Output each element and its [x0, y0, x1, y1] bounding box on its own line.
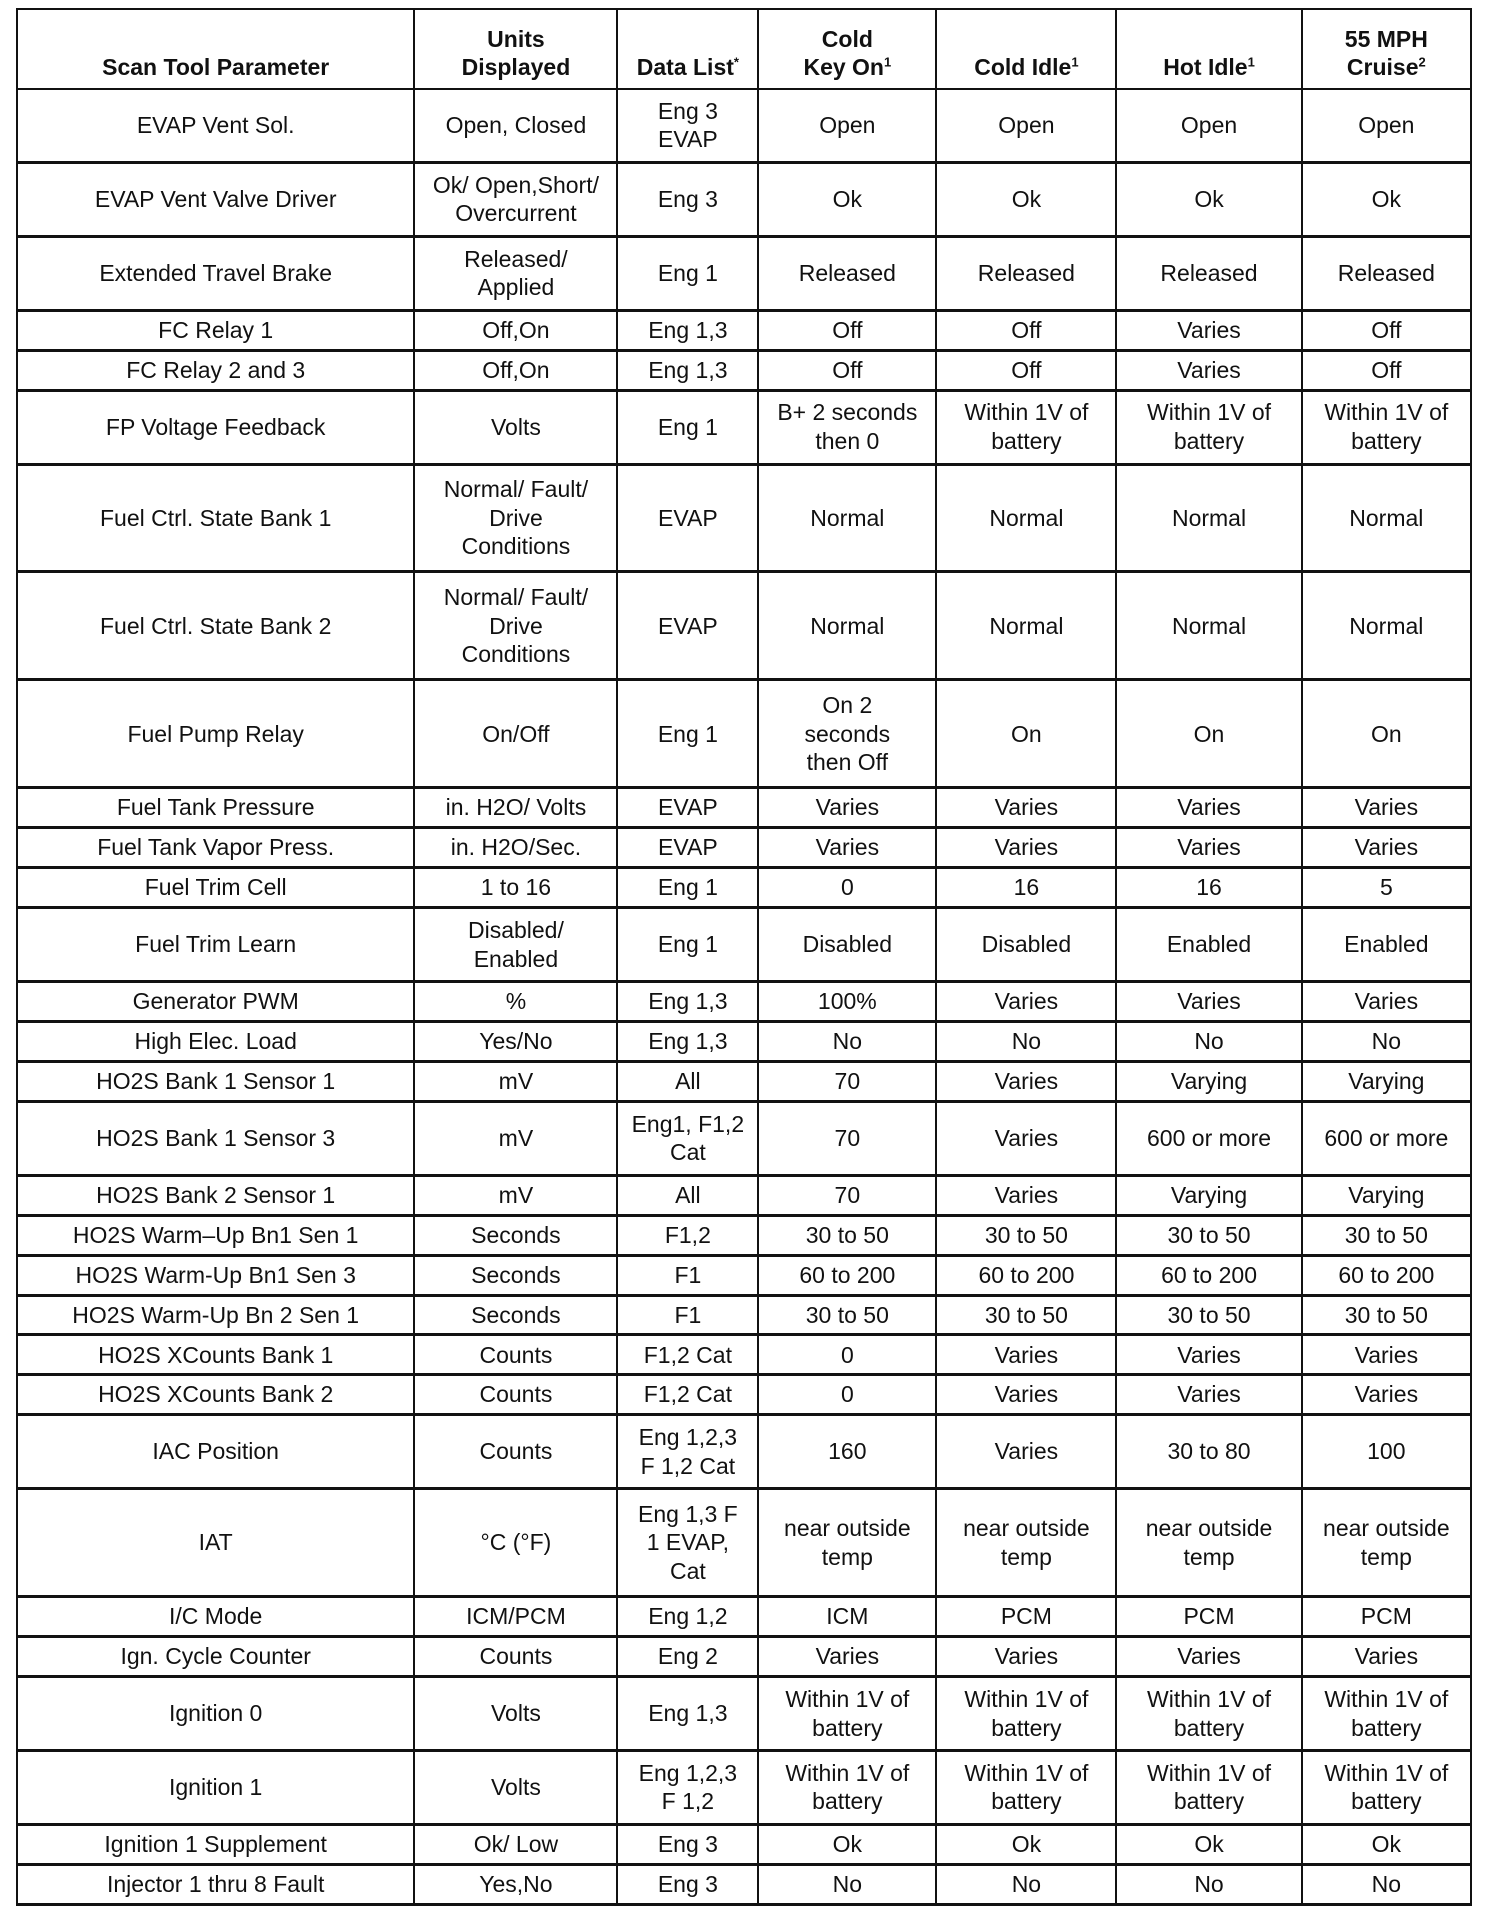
column-header	[1302, 9, 1471, 89]
table-cell: All	[617, 1061, 758, 1101]
column-header	[1116, 9, 1301, 89]
table-cell: Within 1V of battery	[1116, 1677, 1301, 1751]
table-cell: Varies	[1116, 1637, 1301, 1677]
table-row	[17, 1750, 1471, 1824]
table-cell: mV	[414, 1061, 617, 1101]
parameter-name-cell: HO2S XCounts Bank 2	[17, 1375, 414, 1415]
table-cell: Varies	[1116, 1335, 1301, 1375]
table-cell: Varies	[1302, 788, 1471, 828]
table-cell: No	[1302, 1021, 1471, 1061]
table-cell: 60 to 200	[1302, 1255, 1471, 1295]
table-cell: Eng 2	[617, 1637, 758, 1677]
table-cell: 0	[758, 868, 936, 908]
table-cell: Varies	[1302, 982, 1471, 1022]
table-cell: Within 1V of battery	[758, 1750, 936, 1824]
table-cell: Open	[936, 89, 1116, 162]
table-cell: Eng 3	[617, 1864, 758, 1904]
parameter-name-cell: Ignition 1 Supplement	[17, 1824, 414, 1864]
column-header	[414, 9, 617, 89]
table-cell: Varies	[1302, 828, 1471, 868]
table-cell: Varies	[1116, 982, 1301, 1022]
table-cell: 70	[758, 1061, 936, 1101]
table-cell: Normal	[1302, 572, 1471, 680]
table-cell: 0	[758, 1375, 936, 1415]
table-cell: Eng 1,3	[617, 1677, 758, 1751]
parameter-name-cell: HO2S XCounts Bank 1	[17, 1335, 414, 1375]
table-cell: 100%	[758, 982, 936, 1022]
table-cell: Varies	[1302, 1637, 1471, 1677]
parameter-name-cell: IAT	[17, 1489, 414, 1597]
table-row	[17, 1677, 1471, 1751]
column-header-label: Cold Idle	[974, 54, 1072, 81]
table-cell: On	[1302, 680, 1471, 788]
table-cell: Eng 1,3 F 1 EVAP, Cat	[617, 1489, 758, 1597]
column-header-footnote-mark: 2	[1418, 54, 1426, 70]
parameter-name-cell: Fuel Trim Learn	[17, 908, 414, 982]
table-cell: Eng 1	[617, 236, 758, 310]
column-header-footnote-mark: 1	[1071, 54, 1079, 70]
table-cell: mV	[414, 1175, 617, 1215]
table-cell: Ok	[1302, 1824, 1471, 1864]
table-row	[17, 680, 1471, 788]
table-cell: F1	[617, 1295, 758, 1335]
table-cell: Ok	[936, 162, 1116, 236]
parameter-name-cell: Ignition 1	[17, 1750, 414, 1824]
table-row	[17, 1864, 1471, 1904]
table-row	[17, 1824, 1471, 1864]
table-cell: Varies	[1116, 350, 1301, 390]
table-cell: Released	[758, 236, 936, 310]
table-cell: 30 to 50	[758, 1295, 936, 1335]
table-cell: B+ 2 seconds then 0	[758, 390, 936, 464]
table-cell: Counts	[414, 1375, 617, 1415]
table-cell: EVAP	[617, 464, 758, 572]
table-cell: 5	[1302, 868, 1471, 908]
table-cell: Eng 1	[617, 390, 758, 464]
table-header	[17, 9, 1471, 89]
table-cell: Off	[936, 350, 1116, 390]
column-header	[17, 9, 414, 89]
table-cell: Varies	[936, 1637, 1116, 1677]
table-cell: Varying	[1116, 1175, 1301, 1215]
table-cell: Released	[1116, 236, 1301, 310]
table-cell: Eng1, F1,2 Cat	[617, 1101, 758, 1175]
table-cell: Normal	[936, 572, 1116, 680]
column-header-label: 55 MPH Cruise	[1344, 25, 1428, 81]
table-cell: Open	[758, 89, 936, 162]
table-cell: Released	[936, 236, 1116, 310]
parameter-name-cell: FC Relay 1	[17, 310, 414, 350]
table-row	[17, 390, 1471, 464]
table-cell: F1	[617, 1255, 758, 1295]
table-cell: 60 to 200	[1116, 1255, 1301, 1295]
table-cell: 70	[758, 1101, 936, 1175]
table-cell: Varies	[1116, 1375, 1301, 1415]
table-cell: Open	[1116, 89, 1301, 162]
table-cell: Open, Closed	[414, 89, 617, 162]
table-cell: 30 to 50	[758, 1215, 936, 1255]
table-cell: No	[1116, 1021, 1301, 1061]
table-cell: 30 to 50	[1116, 1215, 1301, 1255]
column-header-label: Hot Idle	[1163, 54, 1248, 81]
parameter-name-cell: HO2S Bank 1 Sensor 3	[17, 1101, 414, 1175]
table-cell: Varies	[936, 1375, 1116, 1415]
table-cell: 60 to 200	[936, 1255, 1116, 1295]
table-row	[17, 1101, 1471, 1175]
table-cell: 0	[758, 1335, 936, 1375]
table-cell: Eng 3	[617, 162, 758, 236]
parameter-name-cell: Fuel Tank Pressure	[17, 788, 414, 828]
column-header	[936, 9, 1116, 89]
table-cell: Eng 1,2,3 F 1,2	[617, 1750, 758, 1824]
table-row	[17, 1061, 1471, 1101]
table-cell: Eng 1,2	[617, 1597, 758, 1637]
table-cell: Eng 1,3	[617, 310, 758, 350]
parameter-name-cell: EVAP Vent Sol.	[17, 89, 414, 162]
column-header-footnote-mark: *	[733, 54, 739, 70]
table-cell: Within 1V of battery	[758, 1677, 936, 1751]
table-cell: Seconds	[414, 1255, 617, 1295]
table-cell: Off	[936, 310, 1116, 350]
table-cell: 70	[758, 1175, 936, 1215]
table-row	[17, 572, 1471, 680]
table-cell: On	[1116, 680, 1301, 788]
table-cell: near outside temp	[1116, 1489, 1301, 1597]
table-row	[17, 982, 1471, 1022]
parameter-name-cell: Ignition 0	[17, 1677, 414, 1751]
table-cell: EVAP	[617, 572, 758, 680]
table-row	[17, 350, 1471, 390]
parameter-name-cell: Ign. Cycle Counter	[17, 1637, 414, 1677]
column-header-footnote-mark: 1	[883, 54, 892, 70]
table-cell: Enabled	[1302, 908, 1471, 982]
column-header-label: Units Displayed	[461, 25, 571, 81]
table-cell: Varying	[1302, 1175, 1471, 1215]
table-cell: Ok	[1116, 162, 1301, 236]
table-cell: Ok	[1116, 1824, 1301, 1864]
table-cell: Normal/ Fault/ Drive Conditions	[414, 572, 617, 680]
table-cell: Varies	[936, 828, 1116, 868]
table-cell: near outside temp	[758, 1489, 936, 1597]
table-cell: Within 1V of battery	[1116, 1750, 1301, 1824]
table-cell: 160	[758, 1415, 936, 1489]
table-cell: Varies	[1116, 788, 1301, 828]
table-row	[17, 1255, 1471, 1295]
table-cell: No	[758, 1864, 936, 1904]
table-row	[17, 1375, 1471, 1415]
table-cell: Off,On	[414, 310, 617, 350]
table-row	[17, 1215, 1471, 1255]
table-cell: Varies	[936, 1101, 1116, 1175]
column-header	[758, 9, 936, 89]
table-cell: Released/ Applied	[414, 236, 617, 310]
table-cell: Eng 1,3	[617, 1021, 758, 1061]
table-row	[17, 89, 1471, 162]
table-cell: in. H2O/Sec.	[414, 828, 617, 868]
table-body	[17, 89, 1471, 1905]
table-cell: Normal/ Fault/ Drive Conditions	[414, 464, 617, 572]
table-cell: Disabled	[936, 908, 1116, 982]
table-cell: Normal	[1302, 464, 1471, 572]
table-cell: Eng 1,3	[617, 982, 758, 1022]
table-cell: Varies	[936, 1175, 1116, 1215]
table-cell: Within 1V of battery	[1302, 1750, 1471, 1824]
parameter-name-cell: EVAP Vent Valve Driver	[17, 162, 414, 236]
table-cell: Varies	[936, 1415, 1116, 1489]
parameter-name-cell: HO2S Bank 1 Sensor 1	[17, 1061, 414, 1101]
parameter-name-cell: IAC Position	[17, 1415, 414, 1489]
table-row	[17, 1489, 1471, 1597]
table-cell: Eng 1	[617, 680, 758, 788]
parameter-name-cell: Fuel Trim Cell	[17, 868, 414, 908]
table-cell: Within 1V of battery	[1302, 1677, 1471, 1751]
table-cell: Normal	[1116, 572, 1301, 680]
table-cell: 1 to 16	[414, 868, 617, 908]
table-cell: Seconds	[414, 1215, 617, 1255]
table-cell: Within 1V of battery	[1116, 390, 1301, 464]
table-cell: Released	[1302, 236, 1471, 310]
scan-tool-data-sheet	[16, 8, 1472, 1906]
table-cell: 30 to 50	[1302, 1295, 1471, 1335]
table-cell: F1,2 Cat	[617, 1375, 758, 1415]
table-cell: Varies	[1302, 1375, 1471, 1415]
table-cell: Counts	[414, 1415, 617, 1489]
table-cell: Disabled/ Enabled	[414, 908, 617, 982]
table-cell: Ok	[758, 1824, 936, 1864]
table-cell: 30 to 50	[1302, 1215, 1471, 1255]
table-cell: °C (°F)	[414, 1489, 617, 1597]
table-cell: 16	[936, 868, 1116, 908]
table-cell: On	[936, 680, 1116, 788]
table-cell: in. H2O/ Volts	[414, 788, 617, 828]
table-cell: No	[758, 1021, 936, 1061]
table-cell: Enabled	[1116, 908, 1301, 982]
table-cell: ICM/PCM	[414, 1597, 617, 1637]
column-header-label: Cold Key On	[803, 25, 884, 81]
table-cell: 60 to 200	[758, 1255, 936, 1295]
parameter-name-cell: HO2S Warm-Up Bn 2 Sen 1	[17, 1295, 414, 1335]
table-cell: ICM	[758, 1597, 936, 1637]
table-cell: Normal	[1116, 464, 1301, 572]
table-row	[17, 464, 1471, 572]
table-cell: PCM	[936, 1597, 1116, 1637]
table-cell: Normal	[936, 464, 1116, 572]
table-cell: Eng 1	[617, 908, 758, 982]
table-cell: F1,2	[617, 1215, 758, 1255]
column-header-label: Scan Tool Parameter	[102, 54, 330, 81]
table-cell: Seconds	[414, 1295, 617, 1335]
table-cell: 30 to 50	[936, 1215, 1116, 1255]
table-cell: Counts	[414, 1637, 617, 1677]
table-row	[17, 1415, 1471, 1489]
parameter-name-cell: Fuel Tank Vapor Press.	[17, 828, 414, 868]
table-row	[17, 1335, 1471, 1375]
table-row	[17, 1021, 1471, 1061]
table-cell: Varies	[936, 982, 1116, 1022]
table-cell: %	[414, 982, 617, 1022]
parameter-name-cell: Extended Travel Brake	[17, 236, 414, 310]
table-cell: 16	[1116, 868, 1301, 908]
parameter-name-cell: HO2S Warm–Up Bn1 Sen 1	[17, 1215, 414, 1255]
table-cell: Varies	[936, 1335, 1116, 1375]
table-row	[17, 310, 1471, 350]
table-cell: Varying	[1116, 1061, 1301, 1101]
table-cell: Off,On	[414, 350, 617, 390]
table-cell: 30 to 50	[1116, 1295, 1301, 1335]
table-cell: Ok/ Low	[414, 1824, 617, 1864]
table-cell: EVAP	[617, 788, 758, 828]
parameter-name-cell: Injector 1 thru 8 Fault	[17, 1864, 414, 1904]
table-row	[17, 828, 1471, 868]
table-cell: F1,2 Cat	[617, 1335, 758, 1375]
table-cell: PCM	[1116, 1597, 1301, 1637]
table-cell: near outside temp	[1302, 1489, 1471, 1597]
table-cell: Ok/ Open,Short/ Overcurrent	[414, 162, 617, 236]
table-cell: EVAP	[617, 828, 758, 868]
table-cell: Within 1V of battery	[1302, 390, 1471, 464]
table-cell: On 2 seconds then Off	[758, 680, 936, 788]
table-cell: 100	[1302, 1415, 1471, 1489]
table-cell: Eng 3 EVAP	[617, 89, 758, 162]
parameter-name-cell: Fuel Pump Relay	[17, 680, 414, 788]
table-cell: Varies	[758, 828, 936, 868]
table-cell: Eng 1,2,3 F 1,2 Cat	[617, 1415, 758, 1489]
column-header-footnote-mark: 1	[1247, 54, 1255, 70]
table-row	[17, 162, 1471, 236]
table-cell: Open	[1302, 89, 1471, 162]
parameter-name-cell: I/C Mode	[17, 1597, 414, 1637]
table-cell: On/Off	[414, 680, 617, 788]
column-header	[617, 9, 758, 89]
table-cell: near outside temp	[936, 1489, 1116, 1597]
table-cell: Off	[758, 310, 936, 350]
table-cell: Ok	[1302, 162, 1471, 236]
table-row	[17, 908, 1471, 982]
table-cell: Varies	[1116, 828, 1301, 868]
table-cell: Within 1V of battery	[936, 1750, 1116, 1824]
table-row	[17, 788, 1471, 828]
table-cell: Varying	[1302, 1061, 1471, 1101]
parameter-name-cell: HO2S Warm-Up Bn1 Sen 3	[17, 1255, 414, 1295]
table-cell: Within 1V of battery	[936, 1677, 1116, 1751]
table-cell: All	[617, 1175, 758, 1215]
table-cell: 30 to 50	[936, 1295, 1116, 1335]
table-cell: Ok	[936, 1824, 1116, 1864]
table-cell: No	[1302, 1864, 1471, 1904]
header-row	[17, 9, 1471, 89]
parameter-name-cell: FP Voltage Feedback	[17, 390, 414, 464]
table-cell: Eng 1,3	[617, 350, 758, 390]
table-cell: Disabled	[758, 908, 936, 982]
table-cell: 600 or more	[1302, 1101, 1471, 1175]
table-cell: 600 or more	[1116, 1101, 1301, 1175]
table-cell: Varies	[1302, 1335, 1471, 1375]
table-cell: Counts	[414, 1335, 617, 1375]
table-cell: Volts	[414, 390, 617, 464]
table-cell: Off	[1302, 310, 1471, 350]
parameter-name-cell: FC Relay 2 and 3	[17, 350, 414, 390]
table-cell: Yes,No	[414, 1864, 617, 1904]
table-cell: Volts	[414, 1677, 617, 1751]
table-cell: Varies	[758, 788, 936, 828]
table-cell: Varies	[936, 788, 1116, 828]
table-cell: Volts	[414, 1750, 617, 1824]
table-cell: Normal	[758, 572, 936, 680]
table-row	[17, 1295, 1471, 1335]
table-cell: Eng 1	[617, 868, 758, 908]
column-header-label: Data List	[636, 54, 734, 81]
table-cell: mV	[414, 1101, 617, 1175]
table-cell: No	[936, 1864, 1116, 1904]
scan-tool-parameter-table	[16, 8, 1472, 1906]
table-cell: Eng 3	[617, 1824, 758, 1864]
table-row	[17, 1637, 1471, 1677]
table-cell: Ok	[758, 162, 936, 236]
parameter-name-cell: High Elec. Load	[17, 1021, 414, 1061]
table-cell: Yes/No	[414, 1021, 617, 1061]
table-cell: PCM	[1302, 1597, 1471, 1637]
table-row	[17, 236, 1471, 310]
table-cell: Off	[1302, 350, 1471, 390]
table-row	[17, 1175, 1471, 1215]
parameter-name-cell: Fuel Ctrl. State Bank 1	[17, 464, 414, 572]
table-row	[17, 1597, 1471, 1637]
table-cell: Varies	[1116, 310, 1301, 350]
table-cell: No	[1116, 1864, 1301, 1904]
table-cell: Varies	[758, 1637, 936, 1677]
parameter-name-cell: Generator PWM	[17, 982, 414, 1022]
table-cell: Normal	[758, 464, 936, 572]
parameter-name-cell: Fuel Ctrl. State Bank 2	[17, 572, 414, 680]
table-cell: 30 to 80	[1116, 1415, 1301, 1489]
parameter-name-cell: HO2S Bank 2 Sensor 1	[17, 1175, 414, 1215]
table-cell: No	[936, 1021, 1116, 1061]
table-cell: Varies	[936, 1061, 1116, 1101]
table-cell: Off	[758, 350, 936, 390]
table-row	[17, 868, 1471, 908]
table-cell: Within 1V of battery	[936, 390, 1116, 464]
